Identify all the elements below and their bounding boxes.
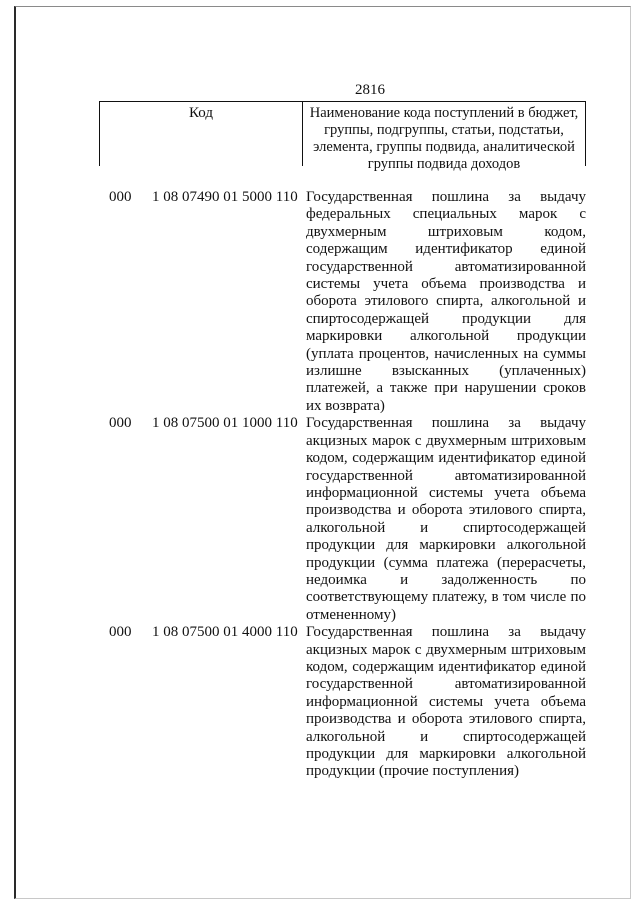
table-row: [0, 189, 640, 415]
row-admin-code: 000: [109, 624, 132, 641]
row-budget-code: 1 08 07500 01 4000 110: [152, 624, 298, 641]
row-budget-code: 1 08 07500 01 1000 110: [152, 415, 298, 432]
table-row: [0, 624, 640, 781]
row-budget-code: 1 08 07490 01 5000 110: [152, 189, 298, 205]
row-description: Государственная пошлина за выдачу акцизных марок с двухмерным штриховым кодом, содержащим идентификатор единой государственной автоматизированной информационной системы учета объема производства и оборота этилового спирта, алкогольной и спиртосодержащей продукции для маркировки алкогольной продукции (сумма платежа (перерасчеты, недоимка и задолженность по соответствующему платежу, в том числе по отмененному): [306, 415, 586, 623]
page-number: 2816: [355, 82, 385, 98]
header-name-label: Наименование кода поступлений в бюджет, группы, подгруппы, статьи, подстатьи, элемента, группы подвида, аналитической группы подвида доходов: [309, 105, 579, 172]
row-admin-code: 000: [109, 189, 132, 205]
row-admin-code: 000: [109, 415, 132, 432]
row-description: Государственная пошлина за выдачу акцизных марок с двухмерным штриховым кодом, содержащим идентификатор единой государственной автоматизированной информационной системы учета объема производства и оборота этилового спирта, алкогольной и спиртосодержащей продукции для маркировки алкогольной продукции (прочие поступления): [306, 624, 586, 780]
table-body: [0, 189, 640, 781]
column-divider: [302, 102, 303, 166]
row-description: Государственная пошлина за выдачу федеральных специальных марок с двухмерным штриховым кодом, содержащим идентификатор единой государственной автоматизированной системы учета объема производства и оборота этилового спирта, алкогольной и спиртосодержащей продукции для маркировки алкогольной продукции (уплата процентов, начисленных на суммы излишне взысканных (уплаченных) платежей, а также при нарушении сроков их возврата): [306, 189, 586, 414]
table-header: [99, 101, 586, 172]
header-code-label: Код: [189, 105, 213, 121]
table-row: [0, 415, 640, 624]
